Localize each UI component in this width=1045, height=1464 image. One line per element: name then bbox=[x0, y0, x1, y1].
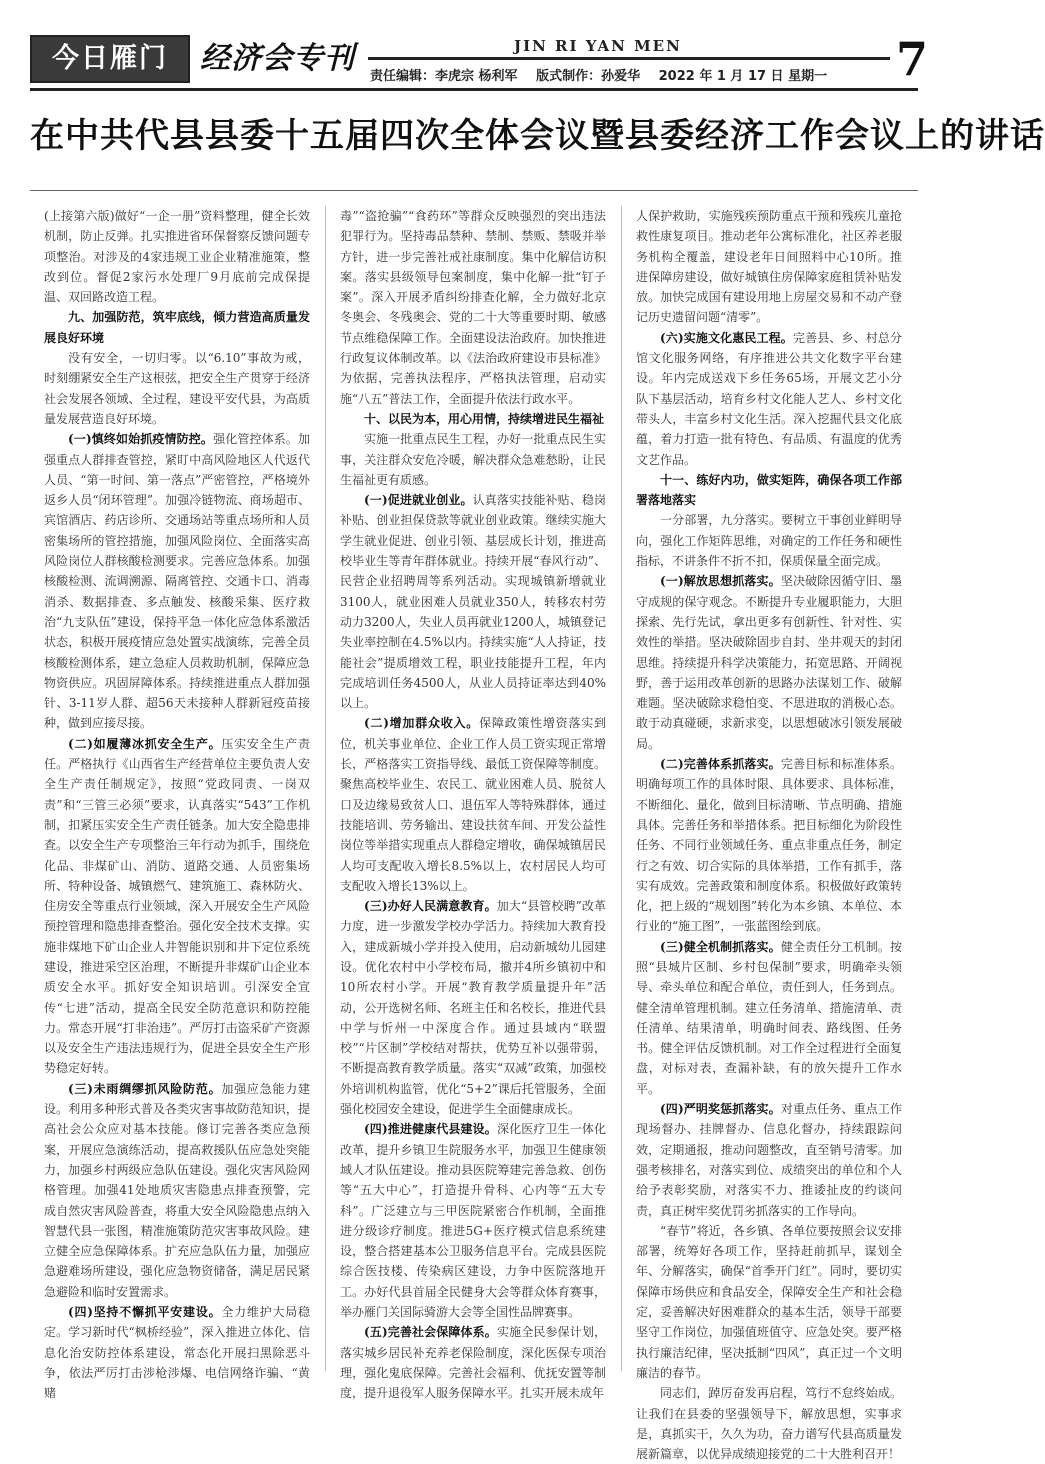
paragraph-text: 加大“县管校聘”改革力度，进一步激发学校办学活力。持续加大教育投入，建成新城小学并投入使用，启动新城幼儿园建设。优化农村中小学校布局，撤并4所乡镇初中和10所农村小学。开展“教育教学质量提升年”活动，公开选树名师、名班主任和名校长，推进代县中学与忻州一中深度合作。通过县域内“联盟校”“片区制”学校结对帮扶，优势互补以强带弱，不断提高教育教学质量。落实“双减”政策，加强校外培训机构监管，优化“5+2”课后托管服务，全面强化校园安全建设，促进学生全面健康成长。 bbox=[340, 899, 607, 1117]
subheading: (二)完善体系抓落实。 bbox=[660, 757, 781, 772]
paragraph: 人保护救助，实施残疾预防重点干预和残疾儿童抢救性康复项目。推动老年公寓标准化，社区养老服务机构全覆盖，建设老年日间照料中心10所。推进保障房建设，做好城镇住房保障家庭租赁补贴发放。加快完成国有建设用地上房屋交易和不动产登记历史遗留问题“清零”。 bbox=[636, 209, 902, 325]
paragraph-text: 保障政策性增资落实到位，机关事业单位、企业工作人员工资实现正常增长，严格落实工资指导线、最低工资保障等制度。聚焦高校毕业生、农民工、就业困难人员、脱贫人口及边缘易致贫人口、退伍军人等特殊群体，通过技能培训、劳务输出、建设扶贫车间、开发公益性岗位等举措实现重点人群稳定增收，确保城镇居民人均可支配收入增长8.5%以上，农村居民人均可支配收入增长13%以上。 bbox=[340, 716, 606, 893]
paragraph: 一分部署，九分落实。要树立干事创业鲜明导向，强化工作矩阵思维，对确定的工作任务和硬性指标，不讲条件不折不扣，保质保量全面完成。 bbox=[636, 513, 902, 569]
paragraph bbox=[44, 1302, 310, 1403]
paragraph: 同志们，踔厉奋发再启程，笃行不怠终始成。让我们在县委的坚强领导下，解放思想，实事求是，真抓实干，久久为功，奋力谱写代县高质量发展新篇章，以优异成绩迎接党的二十大胜利召开！ bbox=[636, 1386, 902, 1462]
subheading: (一)解放思想抓落实。 bbox=[660, 574, 781, 589]
paragraph bbox=[340, 713, 606, 896]
subheading: (一)慎终如始抓疫情防控。 bbox=[68, 432, 214, 447]
paragraph: 没有安全，一切归零。以“6.10”事故为戒，时刻绷紧安全生产这根弦，把安全生产贯穿于经济社会发展各领域、全过程，建设平安代县，为高质量发展营造良好环境。 bbox=[44, 351, 310, 426]
paragraph: (上接第六版)做好“一企一册”资料整理，健全长效机制，防止反弹。扎实推进省环保督察反馈问题专项整治。对涉及的4家违规工业企业精准施策，整改到位。督促2家污水处理厂9月底前完成保提温、双回路改造工程。 bbox=[44, 209, 310, 305]
paragraph-text: 完善县、乡、村总分馆文化服务网络，有序推进公共文化数字平台建设。年内完成送戏下乡任务65场，开展文艺小分队下基层活动，培育乡村文化能人艺人、乡村文化带头人，丰富乡村文化生活。深入挖掘代县文化底蕴，着力打造一批有特色、有品质、有温度的优秀文艺作品。 bbox=[636, 330, 902, 467]
masthead-rule bbox=[368, 57, 890, 60]
paragraph-text: 强化管控体系。加强重点人群排查管控，紧盯中高风险地区人代返代人员、“第一时间、第一落点”严密管控，严格境外返乡人员“闭环管理”。加强冷链物流、商场超市、宾馆酒店、药店诊所、交通场站等重点场所和人员密集场所的管控措施，加强风险岗位、全面落实高风险岗位人群核酸检测要求。完善应急体系。加强核酸检测、流调溯源、隔离管控、交通卡口、消毒消杀、数据排查、多点触发、核酸采集、医疗救治“九支队伍”建设，保持平急一体化应急体系激活状态，积极开展疫情应急处置实战演练，完善全员核酸检测体系，建立急症人员救助机制，保障应急物资供应。巩固屏障体系。持续推进重点人群加强针、3-11岁人群、超56天未接种人群新冠疫苗接种，做到应接尽接。 bbox=[44, 432, 310, 731]
paragraph bbox=[636, 754, 902, 937]
paragraph bbox=[636, 328, 902, 470]
masthead bbox=[30, 32, 929, 95]
paragraph-text: 深化医疗卫生一体化改革，提升乡镇卫生院服务水平，加强卫生健康领域人才队伍建设。推动县医院筹建完善急救、创伤等“五大中心”，打造提升骨科、心内等“五大专科”。广泛建立与三甲医院紧密合作机制，全面推进分级诊疗制度。推进5G+医疗模式信息系统建设，整合搭建基本公卫服务信息平台。完成县医院综合医技楼、传染病区建设，力争中医院落地开工。办好代县首届全民健身大会等群众体育赛事，举办雁门关国际骑游大会等全国性品牌赛事。 bbox=[340, 1122, 606, 1320]
paragraph-text: 认真落实技能补贴、稳岗补贴、创业担保贷款等就业创业政策。继续实施大学生就业促进、创业引领、基层成长计划，推进高校毕业生等青年群体就业。持续开展“春风行动”、民营企业招聘周等系列活动。实现城镇新增就业3100人，就业困难人员就业350人，转移农村劳动力3200人，失业人员再就业1200人，城镇登记失业率控制在4.5%以内。持续实施“人人持证，技能社会”提质增效工程，职业技能提升工程，年内完成培训任务4500人，从业人员持证率达到40%以上。 bbox=[340, 493, 606, 711]
article-column-2 bbox=[340, 206, 607, 1401]
headline: 在中共代县县委十五届四次全体会议暨县委经济工作会议上的讲话 bbox=[30, 116, 1045, 156]
section-heading: 十一、练好内功，做实矩阵，确保各项工作部署落地落实 bbox=[636, 472, 902, 508]
section-heading: 十、以民为本，用心用情，持续增进民生福祉 bbox=[364, 411, 605, 426]
page-number: 7 bbox=[896, 32, 929, 86]
column-divider bbox=[621, 206, 622, 1371]
paragraph bbox=[340, 1322, 606, 1403]
headline-divider bbox=[30, 190, 918, 191]
paragraph bbox=[44, 734, 310, 1079]
paragraph bbox=[340, 1119, 606, 1322]
paragraph-text: 压实安全生产责任。严格执行《山西省生产经营单位主要负责人安全生产责任制规定》，按照“党政同责、一岗双责”和“三管三必须”要求，认真落实“543”工作机制，扣紧压实安全生产责任链条。加大安全隐患排查。以安全生产专项整治三年行动为抓手，围绕危化品、非煤矿山、消防、道路交通、人员密集场所、特种设备、城镇燃气、建筑施工、森林防火、住房安全等重点行业领域，深入开展安全生产风险预控管理和隐患排查整治。强化安全技术支撑。实施非煤地下矿山企业人井智能识别和井下定位系统建设，推进采空区治理，不断提升非煤矿山企业本质安全水平。抓好安全知识培训。引深安全宣传“七进”活动，提高全民安全防范意识和防控能力。常态开展“打非治违”。严厉打击盗采矿产资源以及安全生产违法违规行为，促进全县安全生产形势稳定好转。 bbox=[44, 736, 310, 1076]
paragraph-text: 实施全民参保计划，落实城乡居民补充养老保险制度，深化医保专项治理，强化鬼底保障。完善社会福利、优抚安置等制度，提升退役军人服务保障水平。扎实开展未成年 bbox=[340, 1325, 606, 1401]
column-logo: 经济会专刊 bbox=[200, 41, 355, 76]
editor-credit: 责任编辑：李虎宗 杨利军 bbox=[370, 69, 518, 84]
paragraph: 实施一批重点民生工程，办好一批重点民生实事，关注群众安危冷暖，解决群众急难愁盼，让民生福祉更有质感。 bbox=[340, 432, 606, 487]
layout-credit: 版式制作：孙爱华 bbox=[536, 69, 641, 84]
subheading: (三)办好人民满意教育。 bbox=[364, 899, 497, 914]
paragraph bbox=[340, 896, 606, 1119]
header-divider bbox=[30, 88, 918, 91]
paragraph-text: 健全责任分工机制。按照“县城片区制、乡村包保制”要求，明确牵头领导、牵头单位和配合单位，责任到人，任务到点。健全清单管理机制。建立任务清单、措施清单、责任清单、结果清单，明确时间表、路线图、任务书。健全评估反馈机制。对工作全过程进行全面复盘，对标对表，查漏补缺，有的放矢提升工作水平。 bbox=[636, 939, 902, 1096]
article-column-3 bbox=[636, 206, 902, 1462]
subheading: (四)推进健康代县建设。 bbox=[364, 1122, 497, 1137]
subheading: (六)实施文化惠民工程。 bbox=[660, 330, 793, 345]
subheading: (四)严明奖惩抓落实。 bbox=[660, 1102, 781, 1117]
paragraph: “春节”将近，各乡镇、各单位要按照会议安排部署，统筹好各项工作，坚持赶前抓早，谋划全年、分解落实，确保“首季开门红”。同时，要切实保障市场供应和食品安全，保障安全生产和社会稳定，妥善解决好困难群众的基本生活，领导干部要坚守工作岗位，加强值班值守、应急处突。要严格执行廉洁纪律，坚决抵制“四风”，真正过一个文明廉洁的春节。 bbox=[636, 1223, 902, 1380]
paragraph-text: 全力维护大局稳定。学习新时代“枫桥经验”，深入推进立体化、信息化治安防控体系建设，常态化开展扫黑除恶斗争，依法严厉打击涉枪涉爆、电信网络诈骗、“黄赌 bbox=[44, 1305, 310, 1401]
subheading: (二)增加群众收入。 bbox=[364, 716, 480, 731]
section-heading: 九、加强防范，筑牢底线，倾力营造高质量发展良好环境 bbox=[44, 310, 310, 345]
paragraph bbox=[44, 429, 310, 733]
section-logo: 今日雁门 bbox=[30, 35, 190, 83]
masthead-meta bbox=[370, 65, 910, 84]
subheading: (三)健全机制抓落实。 bbox=[660, 939, 781, 954]
column-divider bbox=[325, 206, 326, 1371]
issue-date: 2022 年 1 月 17 日 星期一 bbox=[658, 69, 828, 84]
article-column-1 bbox=[44, 206, 310, 1401]
pinyin-title: JIN RI YAN MEN bbox=[514, 37, 682, 55]
paragraph bbox=[636, 1099, 902, 1221]
subheading: (一)促进就业创业。 bbox=[364, 493, 473, 508]
subheading: (三)未雨绸缪抓风险防范。 bbox=[68, 1081, 222, 1096]
paragraph: 毒”“盗抢骗”“食药环”等群众反映强烈的突出违法犯罪行为。坚持毒品禁种、禁制、禁贩、禁吸并举方针，进一步完善社戒社康制度。集中化解信访积案。落实县级领导包案制度，集中化解一批“钉子案”。深入开展矛盾纠纷排查化解，全力做好北京冬奥会、冬残奥会、党的二十大等重要时期、敏感节点维稳保障工作。全面建设法治政府。加快推进行政复议体制改革。以《法治政府建设市县标准》为依据，完善执法程序，严格执法管理，启动实施“八五”普法工作，全面提升依法行政水平。 bbox=[340, 209, 606, 406]
paragraph bbox=[636, 937, 902, 1099]
subheading: (二)如履薄冰抓安全生产。 bbox=[68, 736, 222, 751]
subheading: (四)坚持不懈抓平安建设。 bbox=[68, 1305, 222, 1320]
paragraph-text: 对重点任务、重点工作现场督办、挂牌督办、信息化督办，持续跟踪问效，定期通报，推动问题整改，直至销号清零。加强考核排名，对落实到位、成绩突出的单位和个人给予表彰奖励，对落实不力、推诿扯皮的约谈问责，真正树牢奖优罚劣抓落实的工作导向。 bbox=[636, 1102, 902, 1218]
paragraph bbox=[340, 490, 606, 713]
subheading: (五)完善社会保障体系。 bbox=[364, 1325, 497, 1340]
paragraph bbox=[44, 1079, 310, 1302]
paragraph bbox=[636, 571, 902, 754]
paragraph-text: 完善目标和标准体系。明确每项工作的具体时限、具体要求、具体标准，不断细化、量化，做到目标清晰、节点明确、措施具体。完善任务和举措体系。把目标细化为阶段性任务、不同行业领域任务、重点非重点任务，制定行之有效、切合实际的具体举措，工作有抓手，落实有成效。完善政策和制度体系。积极做好政策转化，把上级的“规划图”转化为本乡镇、本单位、本行业的“施工图”，一张蓝图绘到底。 bbox=[636, 757, 902, 934]
paragraph-text: 加强应急能力建设。利用多种形式普及各类灾害事故防范知识，提高社会公众应对基本技能。修订完善各类应急预案，开展应急演练活动，提高救援队伍应急处突能力，加强乡村两级应急队伍建设。强化灾害风险网格管理。加强41处地质灾害隐患点排查预警，完成自然灾害风险普查，将重大安全风险隐患点纳入智慧代县一张图，精准施策防范灾害事故风险。建立健全应急保障体系。扩充应急队伍力量，加强应急避难场所建设，强化应急物资储备，满足居民紧急避险和临时安置需求。 bbox=[44, 1081, 310, 1299]
paragraph-text: 坚决破除因循守旧、墨守成规的保守观念。不断提升专业履职能力，大胆探索、先行先试，拿出更多有创新性、针对性、实效性的举措。坚决破除固步自封、坐井观天的封闭思维。持续提升科学决策能力，拓宽思路、开阔视野，善于运用改革创新的思路办法谋划工作、破解难题。坚决破除求稳怕变、不思进取的消极心态。敢于动真碰硬，求新求变，以思想破冰引领发展破局。 bbox=[636, 574, 902, 751]
